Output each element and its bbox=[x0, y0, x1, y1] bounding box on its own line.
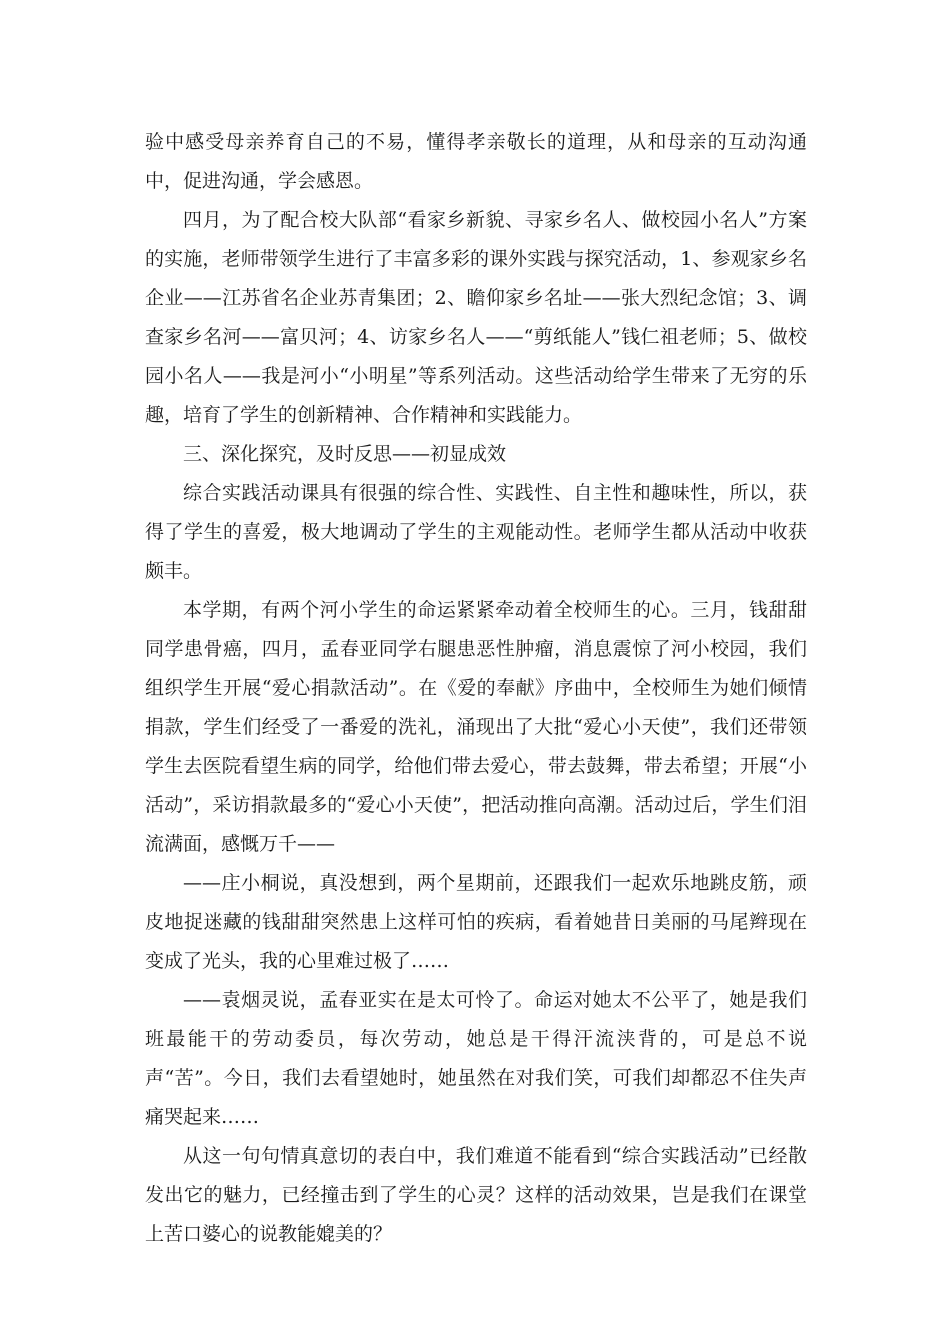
paragraph-conclusion: 从这一句句情真意切的表白中，我们难道不能看到“综合实践活动”已经散发出它的魅力，已经撞击到了学生的心灵？这样的活动效果，岂是我们在课堂上苦口婆心的说教能媲美的？ bbox=[145, 1145, 807, 1245]
paragraph-quote-zhuang: ——庄小桐说，真没想到，两个星期前，还跟我们一起欢乐地跳皮筋，顽皮地捉迷藏的钱甜甜突然患上这样可怕的疾病，看着她昔日美丽的马尾辫现在变成了光头，我的心里难过极了…… bbox=[145, 872, 807, 972]
paragraph-quote-yuan: ——袁烟灵说，孟春亚实在是太可怜了。命运对她太不公平了，她是我们班最能干的劳动委员，每次劳动，她总是干得汗流浃背的，可是总不说声“苦”。今日，我们去看望她时，她虽然在对我们笑，可我们却都忍不住失声痛哭起来…… bbox=[145, 989, 807, 1128]
paragraph-april-activities: 四月，为了配合校大队部“看家乡新貌、寻家乡名人、做校园小名人”方案的实施，老师带领学生进行了丰富多彩的课外实践与探究活动，1、参观家乡名企业——江苏省名企业苏青集团；2、瞻仰家乡名址——张大烈纪念馆；3、调查家乡名河——富贝河；4、访家乡名人——“剪纸能人”钱仁祖老师；5、做校园小名人——我是河小“小明星”等系列活动。这些活动给学生带来了无穷的乐趣，培育了学生的创新精神、合作精神和实践能力。 bbox=[145, 209, 807, 426]
paragraph-donation: 本学期，有两个河小学生的命运紧紧牵动着全校师生的心。三月，钱甜甜同学患骨癌，四月，孟春亚同学右腿患恶性肿瘤，消息震惊了河小校园，我们组织学生开展“爱心捐款活动”。在《爱的奉献》序曲中，全校师生为她们倾情捐款，学生们经受了一番爱的洗礼，涌现出了大批“爱心小天使”，我们还带领学生去医院看望生病的同学，给他们带去爱心，带去鼓舞，带去希望；开展“小活动”，采访捐款最多的“爱心小天使”，把活动推向高潮。活动过后，学生们泪流满面，感慨万千—— bbox=[145, 599, 807, 855]
paragraph-continuation: 验中感受母亲养育自己的不易，懂得孝亲敬长的道理，从和母亲的互动沟通中，促进沟通，学会感恩。 bbox=[145, 131, 807, 192]
paragraph-practice-course: 综合实践活动课具有很强的综合性、实践性、自主性和趣味性，所以，获得了学生的喜爱，极大地调动了学生的主观能动性。老师学生都从活动中收获颇丰。 bbox=[145, 482, 807, 582]
document-body bbox=[145, 123, 807, 1254]
section-heading-three: 三、深化探究，及时反思——初显成效 bbox=[183, 443, 507, 465]
